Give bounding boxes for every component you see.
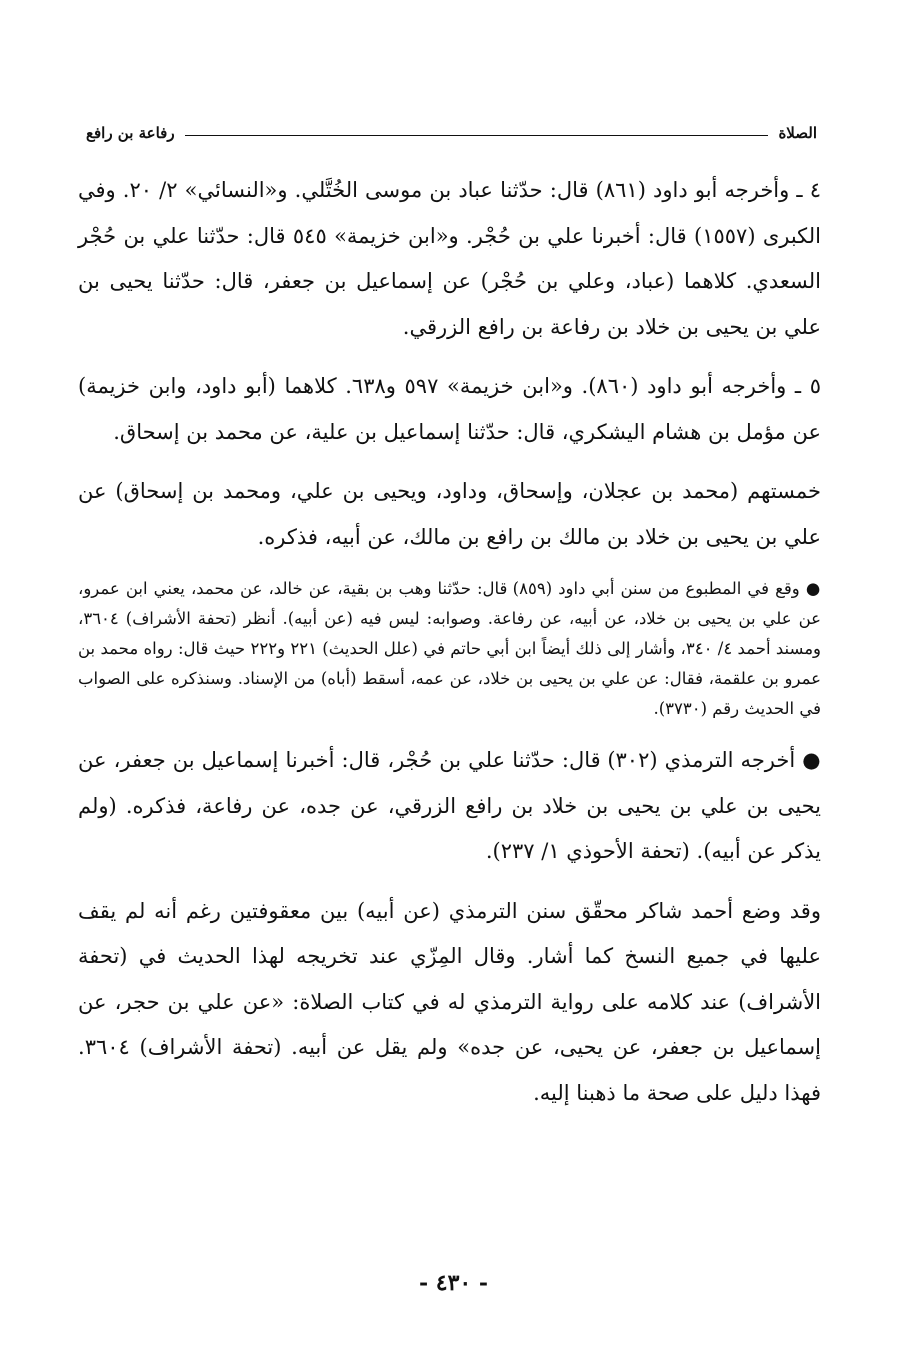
- header-chapter-title: رفاعة بن رافع: [86, 124, 175, 142]
- footnote-text: وقع في المطبوع من سنن أبي داود (٨٥٩) قال: حدّثنا وهب بن بقية، عن خالد، عن محمد، يعني ابن عمرو، عن علي بن يحيى بن خلاد، عن أبيه، عن رفاعة. وصوابه: ليس فيه (عن أبيه). أنظر (تحفة الأشراف) ٣٦٠٤، ومسند أحمد ٤/ ٣٤٠، وأشار إلى ذلك أيضاً ابن أبي حاتم في (علل الحديث) ٢٢١ و٢٢٢ حيث قال: رواه محمد بن عمرو بن علقمة، فقال: عن علي بن يحيى بن خلاد، عن عمه، أسقط (أباه) من الإسناد. وسنذكره على الصواب في الحديث رقم (٣٧٣٠).: [78, 579, 822, 718]
- footnote-note: [78, 574, 821, 724]
- paragraph-tirmidhi: [78, 738, 821, 875]
- page-body: [78, 168, 821, 1130]
- paragraph-4: ٤ ـ وأخرجه أبو داود (٨٦١) قال: حدّثنا عباد بن موسى الخُتَّلي. و«النسائي» ٢/ ٢٠. وفي الكبرى (١٥٥٧) قال: أخبرنا علي بن حُجْر. و«ابن خزيمة» ٥٤٥ قال: حدّثنا علي بن حُجْر السعدي. كلاهما (عباد، وعلي بن حُجْر) عن إسماعيل بن جعفر، قال: حدّثنا يحيى بن علي بن يحيى بن خلاد بن رفاعة بن رافع الزرقي.: [78, 178, 822, 339]
- header-rule: [185, 135, 769, 136]
- bullet-icon: ●: [805, 579, 822, 598]
- header-section-title: الصلاة: [778, 124, 817, 142]
- tirmidhi-text: أخرجه الترمذي (٣٠٢) قال: حدّثنا علي بن حُجْر، قال: أخبرنا إسماعيل بن جعفر، عن يحيى بن علي بن يحيى بن خلاد بن رافع الزرقي، عن جده، عن رفاعة، فذكره. (ولم يذكر عن أبيه). (تحفة الأحوذي ١/ ٢٣٧).: [78, 748, 821, 863]
- bullet-icon: ●: [802, 748, 822, 772]
- running-header: [86, 112, 817, 142]
- paragraph-summary: خمستهم (محمد بن عجلان، وإسحاق، وداود، ويحيى بن علي، ومحمد بن إسحاق) عن علي بن يحيى بن خلاد بن مالك بن رافع بن مالك، عن أبيه، فذكره.: [78, 479, 821, 549]
- paragraph-5: ٥ ـ وأخرجه أبو داود (٨٦٠). و«ابن خزيمة» ٥٩٧ و٦٣٨. كلاهما (أبو داود، وابن خزيمة) عن مؤمل بن هشام اليشكري، قال: حدّثنا إسماعيل بن علية، عن محمد بن إسحاق.: [78, 374, 821, 444]
- paragraph-closing: وقد وضع أحمد شاكر محقّق سنن الترمذي (عن أبيه) بين معقوفتين رغم أنه لم يقف عليها في جميع النسخ كما أشار. وقال المِزّي عند تخريجه لهذا الحديث في (تحفة الأشراف) عند كلامه على رواية الترمذي له في كتاب الصلاة: «عن علي بن حجر، عن إسماعيل بن جعفر، عن يحيى، عن جده» ولم يقل عن أبيه. (تحفة الأشراف) ٣٦٠٤. فهذا دليل على صحة ما ذهبنا إليه.: [78, 898, 821, 1105]
- page-number: - ٤٣٠ -: [418, 1270, 489, 1296]
